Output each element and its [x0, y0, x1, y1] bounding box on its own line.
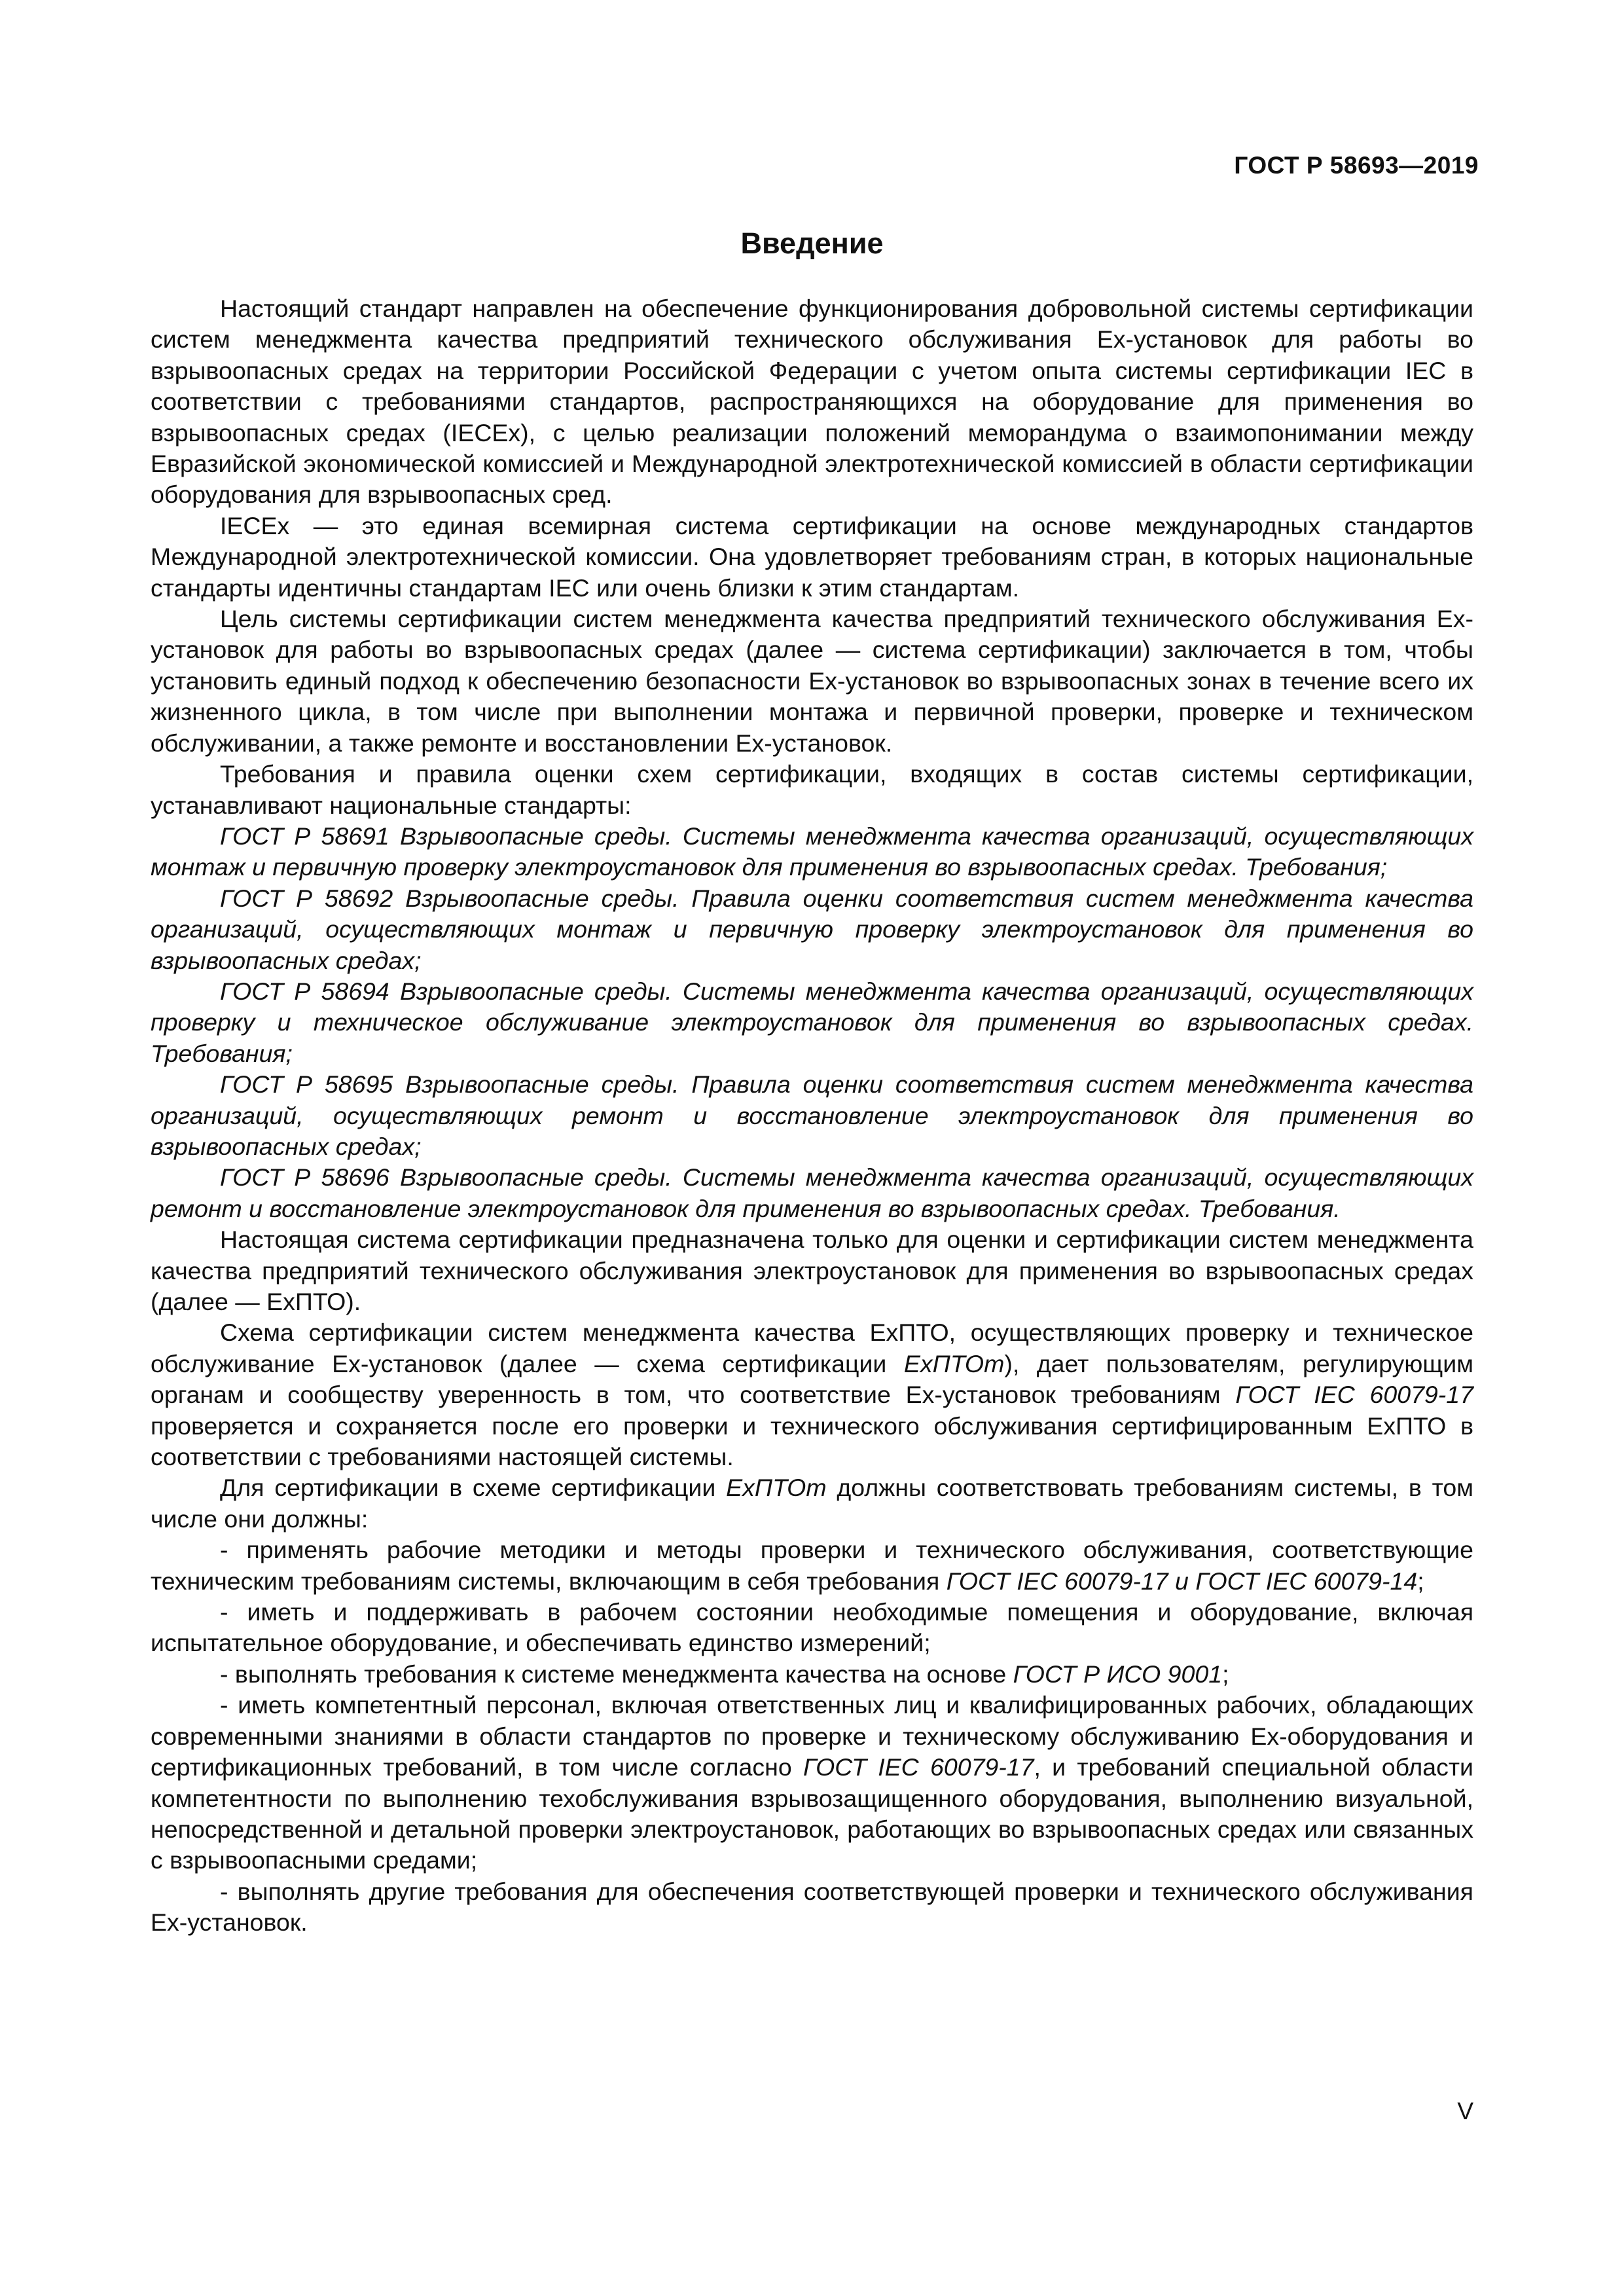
standard-reference: ГОСТ Р 58694 Взрывоопасные среды. Системы менеджмента качества организаций, осуществляющих проверку и техническое обслуживание электроустановок для применения во взрывоопасных средах. Требования; — [151, 977, 1473, 1067]
list-item: - иметь компетентный персонал, включая ответственных лиц и квалифицированных рабочих, обладающих современными знаниями в области стандартов по проверке и техническому обслуживанию Ex-оборудования и сертификационных требований, в том числе согласно ГОСТ IEC 60079-17, и требований специальной области компетентности по выполнению техобслуживания взрывозащищенного оборудования, выполнению визуальной, непосредственной и детальной проверки электроустановок, работающих во взрывоопасных средах или связанных с взрывоопасными средами; — [151, 1691, 1473, 1874]
page-number: V — [1457, 2098, 1473, 2124]
paragraph-standards-intro: Требования и правила оценки схем сертификации, входящих в состав системы сертификации, устанавливают национальные стандарты: — [151, 760, 1473, 819]
list-item: - выполнять требования к системе менеджмента качества на основе ГОСТ Р ИСО 9001; — [220, 1660, 1229, 1688]
page-title: Введение — [740, 227, 884, 260]
standard-reference: ГОСТ Р 58692 Взрывоопасные среды. Правила оценки соответствия систем менеджмента качества организаций, осуществляющих монтаж и первичную проверку электроустановок для применения во взрывоопасных средах; — [151, 884, 1473, 974]
standard-reference: ГОСТ Р 58696 Взрывоопасные среды. Системы менеджмента качества организаций, осуществляющих ремонт и восстановление электроустановок для применения во взрывоопасных средах. Требования. — [151, 1163, 1473, 1222]
paragraph-system-scope: Настоящая система сертификации предназначена только для оценки и сертификации систем менеджмента качества предприятий технического обслуживания электроустановок для применения во взрывоопасных средах (далее — ЕхПТО). — [151, 1226, 1473, 1315]
paragraph-purpose: Настоящий стандарт направлен на обеспечение функционирования добровольной системы сертификации систем менеджмента качества предприятий технического обслуживания Ex-установок для работы во взрывоопасных средах на территории Российской Федерации с учетом опыта системы сертификации IEC в соответствии с требованиями стандартов, распространяющихся на оборудование для применения во взрывоопасных средах (IECEx), с целью реализации положений меморандума о взаимопонимании между Евразийской экономической комиссией и Международной электротехнической комиссией в области сертификации оборудования для взрывоопасных сред. — [151, 295, 1473, 509]
paragraph-requirements-intro: Для сертификации в схеме сертификации ЕхПТОт должны соответствовать требованиям системы, в том числе они должны: — [151, 1474, 1473, 1533]
list-item: - применять рабочие методики и методы проверки и технического обслуживания, соответствующие техническим требованиям системы, включающим в себя требования ГОСТ IEC 60079-17 и ГОСТ IEC 60079-14; — [151, 1536, 1473, 1595]
paragraph-scheme: Схема сертификации систем менеджмента качества ЕхПТО, осуществляющих проверку и техническое обслуживание Ex-установок (далее — схема сертификации ЕхПТОт), дает пользователям, регулирующим органам и сообществу уверенность в том, что соответствие Ex-установок требованиям ГОСТ IEC 60079-17 проверяется и сохраняется после его проверки и технического обслуживания сертифицированным ЕхПТО в соответствии с требованиями настоящей системы. — [151, 1319, 1474, 1471]
document-body — [151, 293, 1473, 1939]
paragraph-iecex: IECEx — это единая всемирная система сертификации на основе международных стандартов Международной электротехнической комиссии. Она удовлетворяет требованиям стран, в которых национальные стандарты идентичны стандартам IEC или очень близки к этим стандартам. — [151, 511, 1473, 602]
list-item: - иметь и поддерживать в рабочем состоянии необходимые помещения и оборудование, включая испытательное оборудование, и обеспечивать единство измерений; — [151, 1598, 1473, 1657]
document-code: ГОСТ Р 58693—2019 — [1234, 152, 1479, 179]
paragraph-goal: Цель системы сертификации систем менеджмента качества предприятий технического обслуживания Ex-установок для работы во взрывоопасных средах (далее — система сертификации) заключается в том, чтобы установить единый подход к обеспечению безопасности Ex-установок во взрывоопасных зонах в течение всего их жизненного цикла, в том числе при выполнении монтажа и первичной проверки, проверке и техническом обслуживании, а также ремонте и восстановлении Ex-установок. — [151, 605, 1473, 757]
standard-reference: ГОСТ Р 58695 Взрывоопасные среды. Правила оценки соответствия систем менеджмента качества организаций, осуществляющих ремонт и восстановление электроустановок для применения во взрывоопасных средах; — [151, 1070, 1473, 1160]
list-item: - выполнять другие требования для обеспечения соответствующей проверки и технического обслуживания Ex-установок. — [151, 1877, 1473, 1937]
standard-reference: ГОСТ Р 58691 Взрывоопасные среды. Системы менеджмента качества организаций, осуществляющих монтаж и первичную проверку электроустановок для применения во взрывоопасных средах. Требования; — [151, 822, 1473, 881]
